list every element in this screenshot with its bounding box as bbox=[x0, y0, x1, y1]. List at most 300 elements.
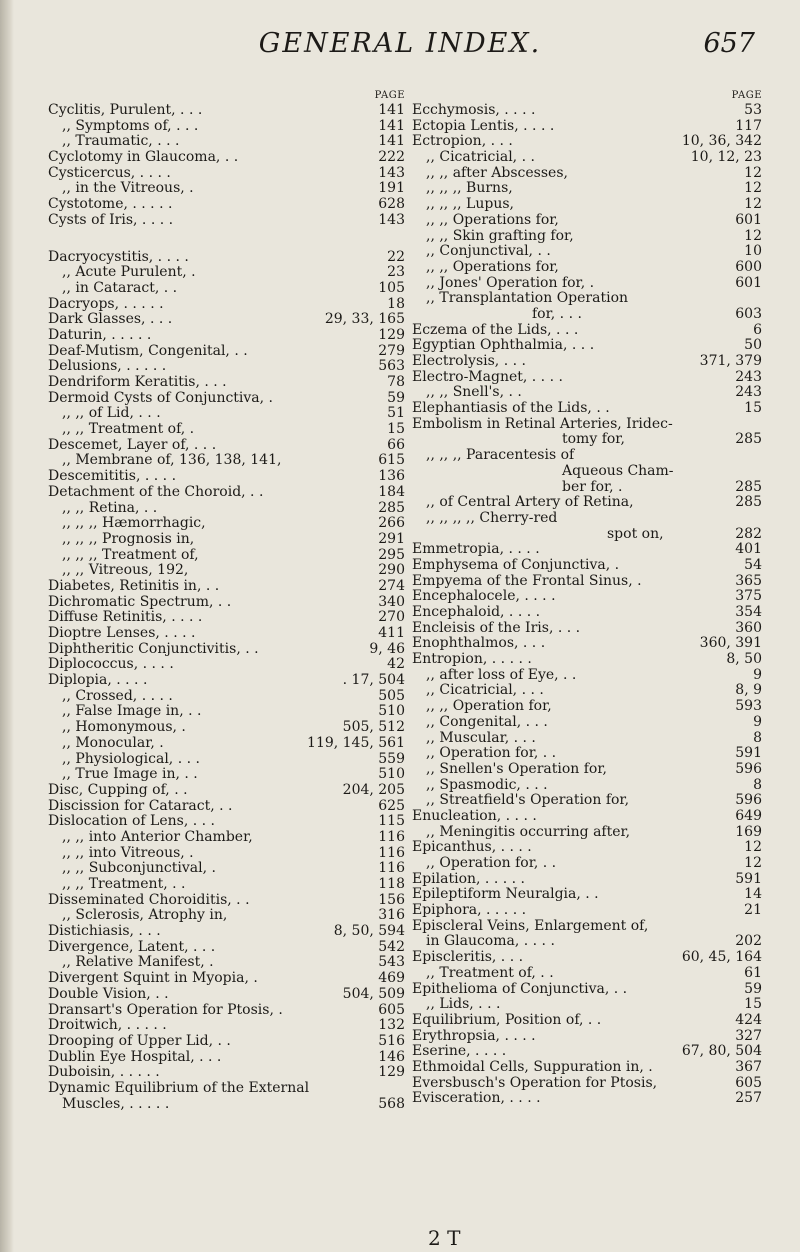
index-entry-pages: 23 bbox=[387, 264, 405, 281]
index-entry-term: Cyclitis, Purulent, . . . bbox=[48, 103, 203, 118]
index-entry-pages: 605 bbox=[735, 1074, 762, 1091]
index-entry-term: ber for, . bbox=[562, 479, 623, 495]
index-entry-pages: 15 bbox=[744, 996, 762, 1013]
index-entry-term: ,, Relative Manifest, . bbox=[62, 955, 214, 971]
index-entry bbox=[48, 736, 405, 752]
index-entry-term: Diplococcus, . . . . bbox=[48, 657, 174, 673]
index-entry-term: Daturin, . . . . . bbox=[48, 327, 152, 343]
index-entry-term: Equilibrium, Position of, . . bbox=[412, 1012, 602, 1028]
index-entry-term: Disc, Cupping of, . . bbox=[48, 782, 188, 798]
index-entry bbox=[412, 542, 762, 558]
index-entry-term: ,, ,, Treatment, . . bbox=[62, 877, 186, 892]
index-entry-pages: 628 bbox=[378, 196, 405, 213]
index-entry-pages: 282 bbox=[735, 525, 762, 542]
index-entry-pages: 596 bbox=[735, 760, 762, 777]
index-entry-term: Muscles, . . . . . bbox=[62, 1096, 170, 1112]
index-entry-pages: 116 bbox=[378, 828, 405, 845]
index-entry-term: ,, Membrane of, 136, 138, 141, bbox=[62, 453, 282, 469]
index-entry-term: ,, Muscular, . . . bbox=[426, 730, 536, 746]
index-entry bbox=[412, 401, 762, 417]
index-entry bbox=[412, 621, 762, 637]
index-entry bbox=[412, 260, 762, 276]
index-entry bbox=[48, 197, 405, 213]
index-entry bbox=[412, 982, 762, 998]
index-entry bbox=[412, 636, 762, 652]
right-index-entries bbox=[412, 103, 762, 1107]
index-entry bbox=[48, 501, 405, 517]
index-entry bbox=[48, 359, 405, 375]
index-entry-term: ,, ,, of Lid, . . . bbox=[62, 406, 161, 422]
index-entry-term: Descemet, Layer of, . . . bbox=[48, 437, 217, 453]
index-entry bbox=[48, 626, 405, 642]
index-entry-pages: 285 bbox=[735, 478, 762, 495]
index-entry-pages: 59 bbox=[387, 389, 405, 406]
index-entry bbox=[48, 689, 405, 705]
index-entry-pages: 285 bbox=[735, 431, 762, 448]
index-entry-pages: 66 bbox=[387, 436, 405, 453]
index-entry bbox=[48, 438, 405, 454]
index-entry bbox=[48, 375, 405, 391]
index-entry bbox=[412, 527, 762, 543]
index-entry-pages: 22 bbox=[387, 248, 405, 265]
index-entry bbox=[48, 877, 405, 893]
index-entry bbox=[48, 297, 405, 313]
index-entry-pages: 625 bbox=[378, 797, 405, 814]
index-entry bbox=[48, 453, 405, 469]
index-entry bbox=[48, 1018, 405, 1034]
index-entry bbox=[48, 642, 405, 658]
index-entry-term: Episcleral Veins, Enlargement of, bbox=[412, 918, 649, 934]
index-entry-term: Deaf-Mutism, Congenital, . . bbox=[48, 343, 248, 359]
index-entry-term: Ectopia Lentis, . . . . bbox=[412, 118, 555, 134]
index-entry bbox=[412, 558, 762, 574]
index-entry bbox=[48, 752, 405, 768]
index-entry bbox=[412, 119, 762, 135]
index-entry bbox=[48, 924, 405, 940]
index-entry-pages: 591 bbox=[735, 745, 762, 762]
index-entry-term: Cysticercus, . . . . bbox=[48, 165, 171, 181]
index-entry bbox=[48, 799, 405, 815]
index-entry-pages: 596 bbox=[735, 792, 762, 809]
index-entry bbox=[48, 563, 405, 579]
index-entry bbox=[412, 950, 762, 966]
index-entry bbox=[412, 213, 762, 229]
index-entry-term: ,, Acute Purulent, . bbox=[62, 265, 196, 281]
index-entry-pages: 10 bbox=[744, 243, 762, 260]
index-entry-pages: 516 bbox=[378, 1032, 405, 1049]
index-entry-pages: 115 bbox=[378, 813, 405, 830]
index-entry-term: tomy for, bbox=[562, 432, 625, 448]
index-entry-term: ,, ,, Subconjunctival, . bbox=[62, 861, 216, 877]
index-entry-pages: 615 bbox=[378, 452, 405, 469]
index-entry-term: Evisceration, . . . . bbox=[412, 1091, 541, 1107]
index-entry bbox=[48, 532, 405, 548]
index-entry bbox=[412, 652, 762, 668]
page-number: 657 bbox=[703, 28, 755, 59]
index-entry-pages: 15 bbox=[387, 421, 405, 438]
index-entry bbox=[48, 767, 405, 783]
index-entry bbox=[412, 934, 762, 950]
index-entry bbox=[412, 134, 762, 150]
index-entry-pages: 340 bbox=[378, 593, 405, 610]
index-entry-pages: 327 bbox=[735, 1027, 762, 1044]
index-entry-pages: 118 bbox=[378, 876, 405, 892]
index-entry-pages: 222 bbox=[378, 149, 405, 166]
index-entry bbox=[48, 103, 405, 119]
index-entry bbox=[412, 825, 762, 841]
index-entry-term: Eserine, . . . . bbox=[412, 1044, 507, 1060]
index-entry-pages: 504, 509 bbox=[342, 985, 405, 1002]
index-entry-term: ,, Homonymous, . bbox=[62, 720, 186, 736]
index-entry-pages: 505, 512 bbox=[342, 719, 405, 736]
index-entry bbox=[412, 103, 762, 119]
index-entry-pages: 59 bbox=[744, 980, 762, 997]
index-entry-pages: 285 bbox=[378, 499, 405, 516]
index-entry bbox=[412, 731, 762, 747]
index-entry-pages: 42 bbox=[387, 656, 405, 673]
index-entry bbox=[48, 250, 405, 266]
index-entry bbox=[412, 856, 762, 872]
index-entry-pages: 10, 12, 23 bbox=[690, 149, 762, 166]
index-entry bbox=[48, 391, 405, 407]
index-entry-term: spot on, bbox=[607, 526, 664, 542]
index-entry bbox=[48, 406, 405, 422]
index-entry-term: Drooping of Upper Lid, . . bbox=[48, 1033, 231, 1049]
index-entry-term: ,, Streatfield's Operation for, bbox=[426, 793, 630, 809]
index-entry-pages: 67, 80, 504 bbox=[681, 1043, 762, 1060]
index-entry bbox=[48, 814, 405, 830]
index-entry-term: Entropion, . . . . . bbox=[412, 652, 532, 668]
index-entry bbox=[48, 1003, 405, 1019]
index-entry-term: ,, Physiological, . . . bbox=[62, 751, 200, 767]
index-entry-pages: 8 bbox=[753, 729, 762, 746]
index-entry-pages: 204, 205 bbox=[342, 781, 405, 798]
index-entry-term: ,, Lids, . . . bbox=[426, 997, 501, 1013]
index-entry-pages: 290 bbox=[378, 562, 405, 579]
index-entry bbox=[48, 1050, 405, 1066]
index-entry-term: Erythropsia, . . . . bbox=[412, 1028, 536, 1044]
index-entry-term: ,, Meningitis occurring after, bbox=[426, 824, 631, 840]
index-entry-term: Emphysema of Conjunctiva, . bbox=[412, 557, 620, 573]
index-entry-term: ,, True Image in, . . bbox=[62, 767, 198, 783]
index-entry-pages: 141 bbox=[378, 133, 405, 150]
index-entry bbox=[412, 762, 762, 778]
index-entry bbox=[412, 1013, 762, 1029]
index-entry-term: ,, ,, into Anterior Chamber, bbox=[62, 829, 253, 845]
index-entry-term: ,, ,, ,, Paracentesis of bbox=[426, 448, 575, 464]
index-entry-term: ,, of Central Artery of Retina, bbox=[426, 495, 634, 511]
index-entry-pages: 202 bbox=[735, 933, 762, 950]
index-entry bbox=[412, 244, 762, 260]
index-entry-term: ,, ,, Treatment of, . bbox=[62, 422, 195, 438]
index-entry-term: ,, ,, Operations for, bbox=[426, 259, 559, 275]
index-entry bbox=[48, 312, 405, 328]
index-entry bbox=[412, 778, 762, 794]
index-entry-pages: 568 bbox=[378, 1095, 405, 1112]
index-entry-pages: 270 bbox=[378, 609, 405, 626]
index-entry-pages: 12 bbox=[744, 180, 762, 197]
index-entry-term: ,, ,, ,, Prognosis in, bbox=[62, 531, 195, 547]
index-entry-term: Epiphora, . . . . . bbox=[412, 903, 527, 919]
index-entry bbox=[48, 704, 405, 720]
index-entry-pages: 354 bbox=[735, 604, 762, 620]
index-entry-pages: 143 bbox=[378, 164, 405, 181]
index-entry-pages: 510 bbox=[378, 703, 405, 720]
index-entry-term: Divergent Squint in Myopia, . bbox=[48, 971, 258, 987]
index-entry-term: ,, in the Vitreous, . bbox=[62, 181, 194, 197]
index-entry-pages: 601 bbox=[735, 211, 762, 228]
index-entry bbox=[412, 1091, 762, 1107]
index-entry-term: Diplopia, . . . . bbox=[48, 673, 148, 689]
index-entry-pages: 54 bbox=[744, 556, 762, 573]
index-entry-term: Emmetropia, . . . . bbox=[412, 542, 540, 558]
index-entry-pages: 411 bbox=[378, 625, 405, 641]
index-entry-pages: 116 bbox=[378, 844, 405, 861]
index-entry bbox=[412, 480, 762, 496]
index-entry-pages: 295 bbox=[378, 546, 405, 563]
index-entry bbox=[412, 1044, 762, 1060]
index-entry-pages: 243 bbox=[735, 384, 762, 401]
index-entry bbox=[48, 548, 405, 564]
index-entry bbox=[412, 1029, 762, 1045]
index-entry-pages: 8 bbox=[753, 776, 762, 793]
index-entry-term: ,, Snellen's Operation for, bbox=[426, 761, 607, 777]
index-entry-term: ,, in Cataract, . . bbox=[62, 280, 178, 296]
index-entry-pages: 156 bbox=[378, 891, 405, 908]
index-entry-pages: 257 bbox=[735, 1090, 762, 1107]
index-entry-pages: 563 bbox=[378, 358, 405, 375]
index-entry-pages: 243 bbox=[735, 368, 762, 385]
index-entry-pages: 191 bbox=[378, 180, 405, 197]
index-entry-term: Dublin Eye Hospital, . . . bbox=[48, 1049, 222, 1065]
index-entry-term: Dichromatic Spectrum, . . bbox=[48, 594, 232, 610]
index-entry bbox=[48, 265, 405, 281]
index-entry-term: Dark Glasses, . . . bbox=[48, 312, 173, 328]
index-entry-term: ,, Cicatricial, . . bbox=[426, 150, 535, 166]
index-entry bbox=[48, 846, 405, 862]
index-entry-term: Cystotome, . . . . . bbox=[48, 197, 173, 213]
index-entry-pages: 8, 50, 594 bbox=[333, 923, 405, 940]
index-entry bbox=[412, 323, 762, 339]
index-entry-pages: 21 bbox=[744, 902, 762, 919]
index-entry bbox=[48, 229, 405, 250]
left-index-column bbox=[48, 88, 405, 1112]
index-entry-pages: 401 bbox=[735, 541, 762, 558]
index-entry-term: Ectropion, . . . bbox=[412, 134, 513, 150]
index-entry bbox=[412, 464, 762, 480]
index-entry bbox=[412, 511, 762, 527]
index-entry-term: ,, Conjunctival, . . bbox=[426, 244, 551, 260]
index-entry bbox=[412, 370, 762, 386]
index-entry-term: Diphtheritic Conjunctivitis, . . bbox=[48, 641, 259, 657]
index-entry-pages: 18 bbox=[387, 295, 405, 312]
signature-mark: 2 T bbox=[428, 1226, 461, 1250]
index-entry-term: Egyptian Ophthalmia, . . . bbox=[412, 338, 595, 354]
page-header bbox=[0, 28, 800, 78]
index-entry bbox=[412, 307, 762, 323]
index-entry-term: ,, False Image in, . . bbox=[62, 704, 202, 720]
index-entry bbox=[48, 893, 405, 909]
index-entry bbox=[412, 291, 762, 307]
index-entry bbox=[412, 385, 762, 401]
index-entry bbox=[48, 987, 405, 1003]
index-entry-term: Ecchymosis, . . . . bbox=[412, 103, 536, 118]
index-entry bbox=[48, 281, 405, 297]
index-entry-term: Dransart's Operation for Ptosis, . bbox=[48, 1002, 283, 1018]
index-entry-term: Delusions, . . . . . bbox=[48, 359, 167, 375]
index-entry-term: Enucleation, . . . . bbox=[412, 808, 537, 824]
index-entry bbox=[48, 1081, 405, 1097]
index-entry-pages: 591 bbox=[735, 870, 762, 887]
index-entry bbox=[48, 150, 405, 166]
index-entry bbox=[48, 119, 405, 135]
index-entry-pages: 9 bbox=[753, 666, 762, 683]
index-entry-pages: 132 bbox=[378, 1017, 405, 1034]
index-entry-pages: 12 bbox=[744, 196, 762, 213]
index-entry-term: ,, Transplantation Operation bbox=[426, 291, 629, 307]
index-entry-term: Aqueous Cham- bbox=[562, 463, 674, 479]
index-entry-term: Encephalocele, . . . . bbox=[412, 589, 556, 605]
index-entry bbox=[48, 166, 405, 182]
index-entry-term: Elephantiasis of the Lids, . . bbox=[412, 401, 610, 417]
index-entry-term: Episcleritis, . . . bbox=[412, 950, 524, 966]
index-entry-term: Epilation, . . . . . bbox=[412, 871, 525, 887]
index-entry bbox=[412, 683, 762, 699]
index-entry-pages: 505 bbox=[378, 687, 405, 704]
index-entry bbox=[412, 887, 762, 903]
index-entry-term: Cyclotomy in Glaucoma, . . bbox=[48, 150, 239, 166]
index-entry-pages: 601 bbox=[735, 274, 762, 291]
index-entry bbox=[48, 213, 405, 229]
index-entry bbox=[48, 181, 405, 197]
index-entry-pages: 116 bbox=[378, 860, 405, 877]
index-entry bbox=[412, 919, 762, 935]
index-entry bbox=[412, 166, 762, 182]
index-entry-term: ,, Sclerosis, Atrophy in, bbox=[62, 908, 228, 924]
index-entry-pages: 129 bbox=[378, 326, 405, 343]
index-entry-pages: 8, 9 bbox=[735, 682, 762, 699]
index-entry-term: Disseminated Choroiditis, . . bbox=[48, 892, 250, 908]
index-entry-pages: 360, 391 bbox=[699, 635, 762, 652]
index-entry bbox=[412, 448, 762, 464]
index-entry bbox=[412, 966, 762, 982]
index-entry-term: Empyema of the Frontal Sinus, . bbox=[412, 573, 642, 589]
index-entry-term: Duboisin, . . . . . bbox=[48, 1065, 160, 1081]
index-entry bbox=[412, 495, 762, 511]
index-entry-term: Discission for Cataract, . . bbox=[48, 798, 233, 814]
index-entry-pages: 9, 46 bbox=[369, 640, 405, 657]
right-index-column bbox=[412, 88, 762, 1107]
index-entry-term: Dendriform Keratitis, . . . bbox=[48, 375, 227, 390]
index-entry-pages: 375 bbox=[735, 588, 762, 605]
index-entry-term: Embolism in Retinal Arteries, Iridec- bbox=[412, 416, 673, 432]
index-entry bbox=[412, 1060, 762, 1076]
index-entry bbox=[412, 997, 762, 1013]
index-entry bbox=[412, 840, 762, 856]
index-entry bbox=[412, 338, 762, 354]
index-entry-term: Epicanthus, . . . . bbox=[412, 840, 532, 856]
index-entry bbox=[412, 872, 762, 888]
index-entry-pages: 559 bbox=[378, 750, 405, 767]
index-entry-term: Ethmoidal Cells, Suppuration in, . bbox=[412, 1059, 653, 1075]
index-entry-term: Diffuse Retinitis, . . . . bbox=[48, 610, 203, 626]
index-entry-term: ,, Spasmodic, . . . bbox=[426, 777, 548, 793]
index-entry bbox=[48, 579, 405, 595]
index-entry-term: ,, ,, Operations for, bbox=[426, 212, 559, 228]
index-entry-term: ,, Crossed, . . . . bbox=[62, 688, 173, 704]
index-entry-term: ,, ,, ,, Burns, bbox=[426, 181, 513, 197]
index-entry-term: ,, ,, ,, Lupus, bbox=[426, 197, 514, 213]
index-entry bbox=[48, 1065, 405, 1081]
index-entry-term: Dacryops, . . . . . bbox=[48, 296, 164, 312]
index-entry bbox=[412, 197, 762, 213]
index-entry-pages: 169 bbox=[735, 823, 762, 840]
index-entry-pages: 117 bbox=[735, 117, 762, 134]
index-entry-pages: 600 bbox=[735, 258, 762, 275]
index-entry bbox=[48, 783, 405, 799]
index-entry bbox=[412, 809, 762, 825]
index-entry-term: ,, ,, Snell's, . . bbox=[426, 385, 522, 401]
index-entry-term: ,, Congenital, . . . bbox=[426, 714, 548, 730]
index-entry-pages: 119, 145, 561 bbox=[307, 734, 405, 751]
index-entry-pages: 593 bbox=[735, 698, 762, 715]
index-entry-term: Electrolysis, . . . bbox=[412, 354, 526, 369]
index-entry bbox=[48, 830, 405, 846]
index-entry-term: Dynamic Equilibrium of the External bbox=[48, 1080, 310, 1096]
index-entry-pages: 14 bbox=[744, 886, 762, 903]
index-entry bbox=[412, 1076, 762, 1092]
index-entry bbox=[48, 971, 405, 987]
index-entry-pages: 141 bbox=[378, 102, 405, 118]
index-entry bbox=[412, 276, 762, 292]
index-entry bbox=[412, 150, 762, 166]
index-entry-term: Encephaloid, . . . . bbox=[412, 605, 541, 620]
index-entry-pages: 266 bbox=[378, 515, 405, 532]
index-entry-term: ,, Operation for, . . bbox=[426, 746, 557, 762]
index-entry-pages: 291 bbox=[378, 530, 405, 547]
index-entry-term: Divergence, Latent, . . . bbox=[48, 939, 216, 955]
index-entry-term: ,, ,, Skin grafting for, bbox=[426, 228, 574, 244]
index-entry bbox=[412, 354, 762, 370]
index-entry-term: for, . . . bbox=[532, 306, 582, 322]
index-entry-term: ,, ,, ,, Hæmorrhagic, bbox=[62, 516, 206, 532]
index-entry-term: ,, Treatment of, . . bbox=[426, 965, 554, 981]
left-index-entries bbox=[48, 103, 405, 1112]
index-entry-term: Dermoid Cysts of Conjunctiva, . bbox=[48, 390, 274, 406]
index-entry-term: ,, Monocular, . bbox=[62, 735, 164, 751]
index-entry-pages: 285 bbox=[735, 494, 762, 511]
index-entry-term: Droitwich, . . . . . bbox=[48, 1018, 167, 1034]
index-entry-term: Dioptre Lenses, . . . . bbox=[48, 626, 196, 641]
index-entry-pages: 371, 379 bbox=[699, 353, 762, 369]
index-entry bbox=[412, 903, 762, 919]
index-entry-pages: 543 bbox=[378, 954, 405, 971]
index-entry bbox=[412, 699, 762, 715]
index-entry-term: Cysts of Iris, . . . . bbox=[48, 212, 174, 228]
index-entry-pages: 141 bbox=[378, 117, 405, 134]
index-entry-pages: 136 bbox=[378, 468, 405, 485]
index-entry bbox=[48, 328, 405, 344]
index-entry bbox=[48, 469, 405, 485]
index-entry-term: ,, ,, after Abscesses, bbox=[426, 165, 568, 181]
index-entry-pages: 649 bbox=[735, 807, 762, 824]
index-entry-pages: 510 bbox=[378, 766, 405, 783]
index-entry bbox=[412, 793, 762, 809]
index-entry-pages: 50 bbox=[744, 337, 762, 354]
index-entry bbox=[48, 344, 405, 360]
index-entry-pages: 10, 36, 342 bbox=[681, 133, 762, 150]
index-entry bbox=[48, 861, 405, 877]
